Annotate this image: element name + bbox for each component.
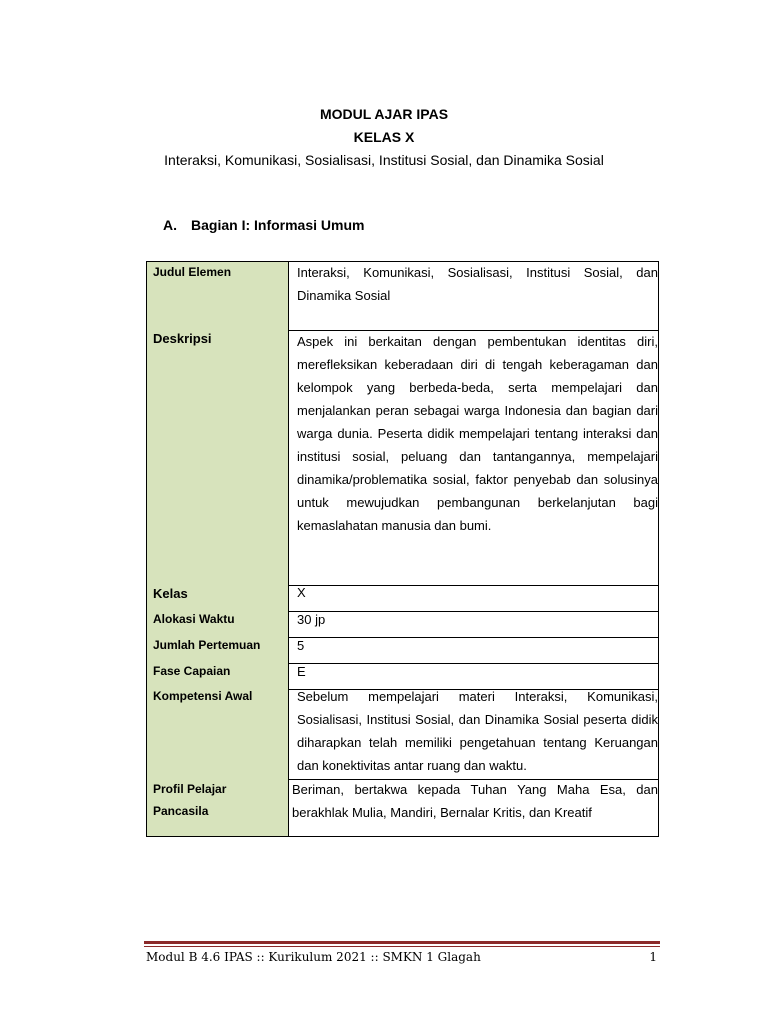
label-deskripsi: Deskripsi (153, 331, 212, 346)
document-subtitle: Interaksi, Komunikasi, Sosialisasi, Institusi Sosial, dan Dinamika Sosial (164, 152, 604, 168)
footer-text: Modul B 4.6 IPAS :: Kurikulum 2021 :: SMKN 1 Glagah (146, 950, 481, 964)
value-deskripsi: Aspek ini berkaitan dengan pembentukan identitas diri, merefleksikan keberadaan diri di tengah keberagaman dan kelompok yang berbeda-beda, serta mempelajari dan menjalankan peran sebagai warga Indonesia dan bagian dari warga dunia. Peserta didik mempelajari tentang interaksi dan institusi sosial, peluang dan tantangannya, mempelajari dinamika/problematika sosial, faktor penyebab dan solusinya untuk mewujudkan pembangunan berkelanjutan bagi kemaslahatan manusia dan bumi. (297, 334, 658, 533)
page-number: 1 (649, 950, 657, 964)
footer-rule (144, 941, 660, 944)
label-judul-elemen: Judul Elemen (153, 265, 232, 279)
value-judul-elemen: Interaksi, Komunikasi, Sosialisasi, Institusi Sosial, dan Dinamika Sosial (297, 265, 658, 303)
footer-rule-thin (144, 946, 660, 947)
label-jumlah-pertemuan: Jumlah Pertemuan (153, 638, 261, 652)
label-kelas: Kelas (153, 586, 188, 601)
label-profil-pelajar (153, 778, 283, 822)
section-title: Bagian I: Informasi Umum (191, 217, 365, 233)
value-fase-capaian: E (297, 664, 306, 679)
label-fase-capaian: Fase Capaian (153, 664, 231, 678)
document-title: MODUL AJAR IPAS (319, 106, 449, 122)
label-profil-line2: Pancasila (153, 804, 209, 818)
value-jumlah-pertemuan: 5 (297, 638, 305, 653)
label-alokasi-waktu: Alokasi Waktu (153, 612, 235, 626)
value-alokasi-waktu: 30 jp (297, 612, 326, 627)
info-table (146, 261, 659, 837)
value-kelas: X (297, 585, 306, 600)
label-kompetensi-awal: Kompetensi Awal (153, 689, 253, 703)
value-profil-pelajar: Beriman, bertakwa kepada Tuhan Yang Maha Esa, dan berakhlak Mulia, Mandiri, Bernalar Kritis, dan Kreatif (292, 782, 658, 820)
document-class: KELAS X (353, 129, 415, 145)
label-profil-line1: Profil Pelajar (153, 782, 227, 796)
column-divider (288, 261, 289, 837)
section-heading (163, 217, 364, 233)
value-kompetensi-awal: Sebelum mempelajari materi Interaksi, Komunikasi, Sosialisasi, Institusi Sosial, dan Dinamika Sosial peserta didik diharapkan telah memiliki pengetahuan tentang Keruangan dan konektivitas antar ruang dan waktu. (297, 689, 658, 773)
section-number: A. (163, 217, 177, 233)
